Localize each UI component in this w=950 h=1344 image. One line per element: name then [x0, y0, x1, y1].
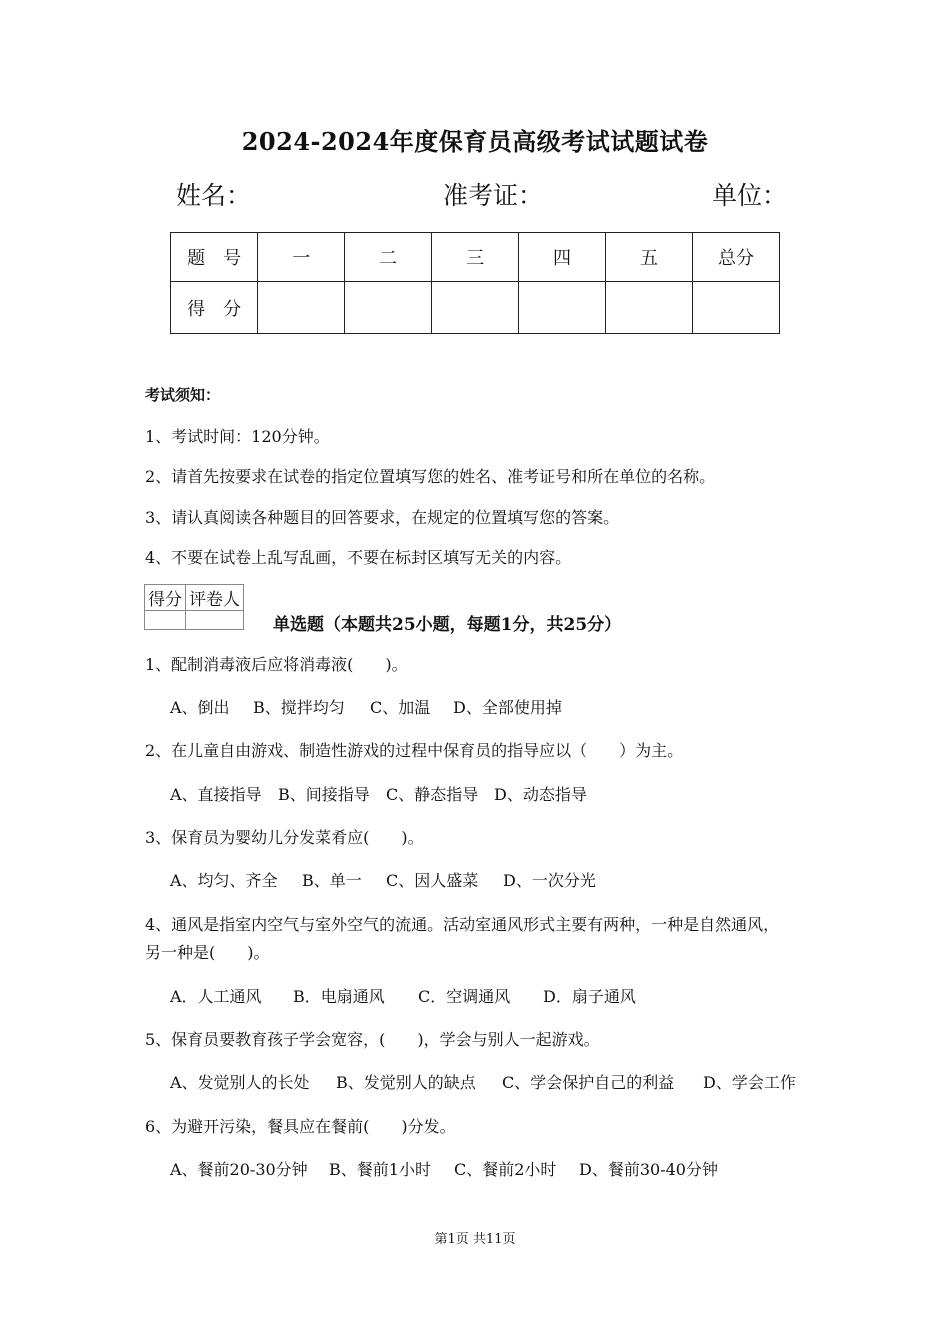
question-options — [170, 984, 636, 1007]
score-header-cell: 五 — [606, 233, 693, 282]
score-header-cell: 三 — [432, 233, 519, 282]
score-table — [170, 232, 780, 334]
option: A、餐前20-30分钟 — [170, 1160, 308, 1179]
option: A．人工通风 — [170, 987, 262, 1006]
option: D、学会工作 — [703, 1073, 796, 1092]
option: D、全部使用掉 — [453, 698, 562, 717]
option: D．扇子通风 — [543, 987, 636, 1006]
grader-score-cell — [145, 611, 186, 630]
score-header-cell: 二 — [345, 233, 432, 282]
score-header-cell: 题 号 — [171, 233, 258, 282]
score-cell — [606, 282, 693, 334]
option: D、餐前30-40分钟 — [579, 1160, 718, 1179]
option: C、因人盛菜 — [386, 871, 479, 890]
section-title: 单选题（本题共25小题，每题1分，共25分） — [273, 615, 622, 635]
option: B、单一 — [302, 871, 362, 890]
question-stem: 6、为避开污染，餐具应在餐前( )分发。 — [145, 1117, 456, 1136]
score-cell — [692, 282, 779, 334]
notice-item: 2、请首先按要求在试卷的指定位置填写您的姓名、准考证号和所在单位的名称。 — [145, 467, 716, 486]
score-cell — [432, 282, 519, 334]
grader-score-label: 得分 — [145, 585, 186, 611]
option: C、加温 — [370, 698, 431, 717]
option: B．电扇通风 — [293, 987, 385, 1006]
question-stem: 3、保育员为婴幼儿分发菜肴应( )。 — [145, 828, 424, 847]
option: B、发觉别人的缺点 — [336, 1073, 476, 1092]
notice-heading: 考试须知： — [145, 386, 221, 404]
option: C．空调通风 — [418, 987, 511, 1006]
question-options — [170, 868, 596, 891]
grader-name-label: 评卷人 — [186, 585, 244, 611]
question-stem: 1、配制消毒液后应将消毒液( )。 — [145, 655, 408, 674]
option: B、搅拌均匀 — [253, 698, 345, 717]
question-options — [170, 782, 587, 805]
option: A、发觉别人的长处 — [170, 1073, 310, 1092]
question-stem: 2、在儿童自由游戏、制造性游戏的过程中保育员的指导应以（ ）为主。 — [145, 741, 684, 760]
score-row-label: 得 分 — [171, 282, 258, 334]
notice-item: 1、考试时间：120分钟。 — [145, 427, 330, 446]
name-field-label: 姓名： — [176, 181, 252, 210]
grader-name-cell — [186, 611, 244, 630]
score-header-cell: 一 — [258, 233, 345, 282]
score-header-cell: 四 — [519, 233, 606, 282]
option: A、均匀、齐全 — [170, 871, 278, 890]
score-cell — [345, 282, 432, 334]
option: D、动态指导 — [494, 785, 587, 804]
exam-number-field-label: 准考证： — [443, 181, 544, 210]
option: B、间接指导 — [278, 785, 370, 804]
page-footer: 第1页 共11页 — [434, 1232, 516, 1247]
option: B、餐前1小时 — [329, 1160, 431, 1179]
question-options — [170, 695, 562, 718]
score-table-score-row — [171, 282, 780, 334]
unit-field-label: 单位： — [712, 181, 788, 210]
score-header-cell: 总分 — [692, 233, 779, 282]
question-stem: 5、保育员要教育孩子学会宽容，( )，学会与别人一起游戏。 — [145, 1030, 600, 1049]
page-title: 2024-2024年度保育员高级考试试题试卷 — [241, 127, 709, 156]
option: A、直接指导 — [170, 785, 262, 804]
score-cell — [258, 282, 345, 334]
score-cell — [519, 282, 606, 334]
option: C、学会保护自己的利益 — [502, 1073, 675, 1092]
question-options — [170, 1070, 796, 1093]
option: C、静态指导 — [386, 785, 479, 804]
notice-item: 4、不要在试卷上乱写乱画，不要在标封区填写无关的内容。 — [145, 548, 572, 567]
question-stem: 4、通风是指室内空气与室外空气的流通。活动室通风形式主要有两种，一种是自然通风， — [145, 915, 780, 934]
notice-item: 3、请认真阅读各种题目的回答要求，在规定的位置填写您的答案。 — [145, 508, 620, 527]
option: C、餐前2小时 — [454, 1160, 557, 1179]
question-options — [170, 1157, 718, 1180]
option: A、倒出 — [170, 698, 230, 717]
grader-box — [144, 584, 244, 630]
option: D、一次分光 — [503, 871, 596, 890]
question-stem-continued: 另一种是( )。 — [145, 943, 270, 962]
score-table-header-row — [171, 233, 780, 282]
